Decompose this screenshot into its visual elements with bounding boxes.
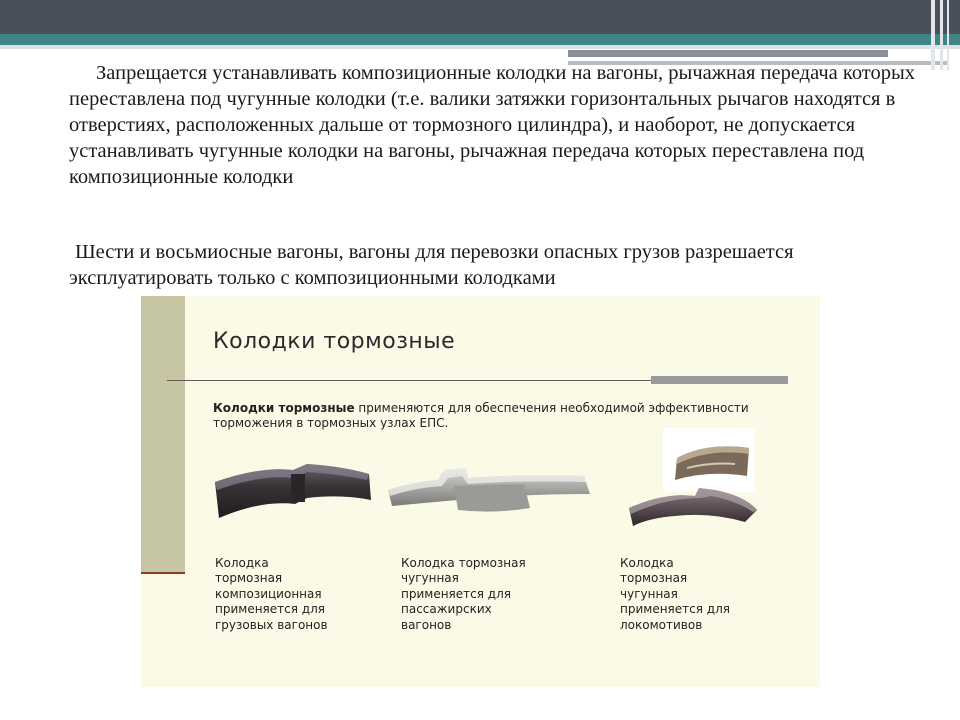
caption-line: чугунная [620,586,678,601]
header-band-dark [0,0,960,34]
figure-description-rest: применяются для обеспечения необходимой эффективности торможения в тормозных узлах ЕПС. [213,401,749,430]
caption-line: тормозная [620,571,688,586]
caption-line: грузовых вагонов [215,617,328,632]
caption-line: применяется для [215,602,325,617]
paragraph-prohibition: Запрещается устанавливать композиционные колодки на вагоны, рычажная передача которых переставлена под чугунные колодки (т.е. валики затяжки горизонтальных рычагов находятся в отверстиях, расположенных дальше от тормозного цилиндра), и наоборот, не допускается устанавливать чугунные колодки на вагоны, рычажная передача которых переставлена под композиционные колодки [69,62,916,188]
composite-brake-shoe-image [211,460,373,526]
locomotive-brake-shoe-image [625,486,761,530]
figure-sidebar [141,296,185,572]
figure-title-accent [651,376,788,384]
caption-line: чугунная [401,571,459,586]
figure-title: Колодки тормозные [213,329,456,354]
locomotive-brake-shoe-photo [663,428,755,492]
header-band-teal [0,34,960,45]
header-vertical-line [947,0,949,70]
caption-line: Колодка тормозная [401,556,526,570]
caption-line: пассажирских [401,602,492,617]
header-band-light [0,45,960,49]
caption-line: применяется для [620,602,730,617]
figure-description [213,401,773,431]
header-accent-bar [568,50,888,57]
caption-line: локомотивов [620,617,703,632]
caption-composite-shoe [215,556,328,633]
caption-line: Колодка [620,556,674,570]
caption-line: вагонов [401,617,452,632]
caption-locomotive-shoe [620,556,730,633]
figure-sidebar-underline [141,572,185,574]
brake-shoes-figure [141,296,820,687]
paragraph-multi-axle-wagons: Шести и восьмиосные вагоны, вагоны для перевозки опасных грузов разрешается эксплуатировать только с композиционными колодками [69,241,794,289]
caption-line: применяется для [401,586,511,601]
header-vertical-line [931,0,935,70]
cast-iron-brake-shoe-passenger-image [384,464,600,524]
figure-description-bold: Колодки тормозные [213,401,355,415]
caption-line: тормозная [215,571,283,586]
header-vertical-line [940,0,943,70]
caption-line: Колодка [215,556,269,570]
caption-line: композиционная [215,586,322,601]
caption-cast-iron-passenger-shoe [401,556,526,633]
